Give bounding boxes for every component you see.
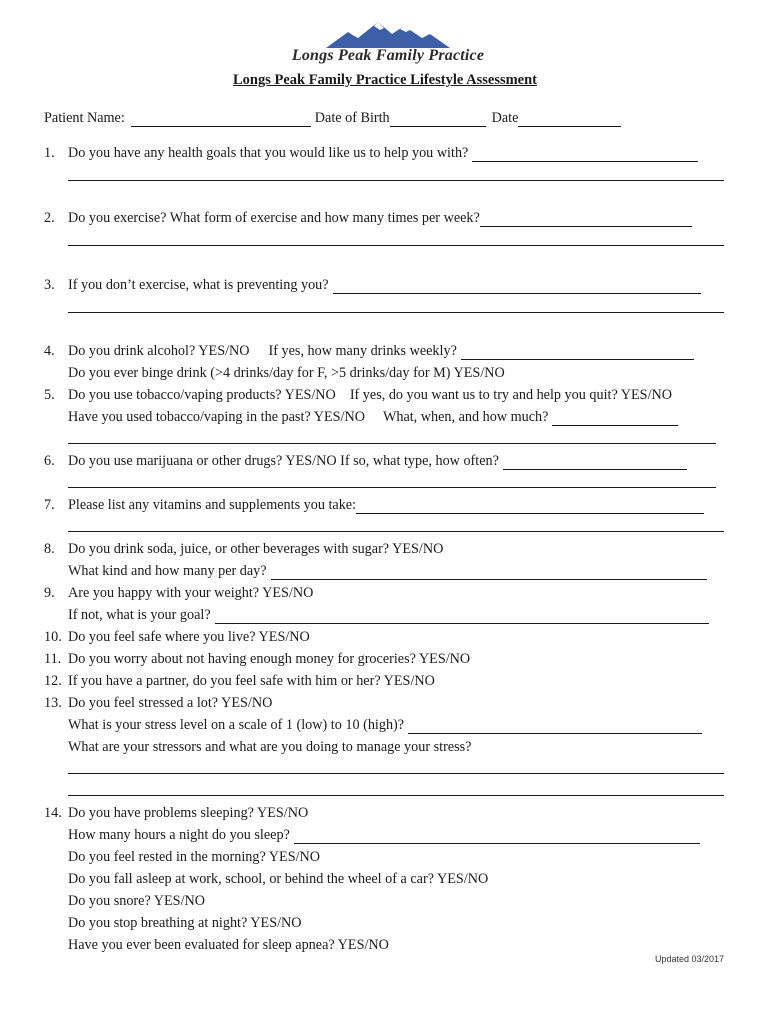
question-text: Please list any vitamins and supplements you take: (68, 497, 357, 513)
question-10 (44, 628, 310, 646)
question-12 (44, 672, 435, 690)
patient-info-row (44, 109, 621, 127)
question-number: 2. (44, 210, 55, 226)
question-text: Do you drink alcohol? YES/NO (68, 343, 250, 359)
answer-line[interactable] (68, 531, 724, 532)
mountain-logo-icon (326, 20, 450, 48)
question-14-sub6 (68, 936, 389, 954)
question-11 (44, 650, 470, 668)
question-text: Do you drink soda, juice, or other beverages with sugar? YES/NO (68, 541, 444, 557)
answer-line[interactable] (68, 180, 724, 181)
question-14 (44, 804, 308, 822)
answer-line[interactable] (68, 773, 724, 774)
question-5-sub (68, 408, 678, 426)
question-text: Do you feel stressed a lot? YES/NO (68, 695, 273, 711)
answer-line[interactable] (68, 245, 724, 246)
question-number: 8. (44, 541, 55, 557)
question-text: Have you used tobacco/vaping in the past? YES/NO (68, 409, 365, 425)
answer-field[interactable] (503, 455, 687, 470)
question-13 (44, 694, 272, 712)
question-text: What is your stress level on a scale of 1 (low) to 10 (high)? (68, 717, 405, 733)
question-text-b: What, when, and how much? (382, 409, 549, 425)
answer-line[interactable] (68, 443, 716, 444)
answer-line[interactable] (68, 795, 724, 796)
question-text-b: If yes, how many drinks weekly? (268, 343, 457, 359)
question-2 (44, 209, 692, 227)
form-title: Longs Peak Family Practice Lifestyle Assessment (232, 72, 538, 88)
question-14-sub2 (68, 848, 320, 866)
question-4-sub (68, 364, 505, 382)
patient-name-label: Patient Name: (44, 110, 125, 126)
question-text: Do you feel safe where you live? YES/NO (68, 629, 310, 645)
question-5 (44, 386, 672, 404)
question-14-sub3 (68, 870, 488, 888)
question-text: What kind and how many per day? (68, 563, 267, 579)
logo-text: Longs Peak Family Practice (291, 47, 485, 64)
question-text: Do you use tobacco/vaping products? YES/NO (68, 387, 336, 403)
question-4 (44, 342, 694, 360)
question-6 (44, 452, 687, 470)
question-number: 9. (44, 585, 55, 601)
question-number: 12. (44, 673, 62, 689)
question-1 (44, 144, 698, 162)
question-number: 4. (44, 343, 55, 359)
question-9 (44, 584, 313, 602)
question-text: If you have a partner, do you feel safe with him or her? YES/NO (68, 673, 435, 689)
question-text: Do you worry about not having enough money for groceries? YES/NO (68, 651, 471, 667)
answer-line[interactable] (68, 487, 716, 488)
question-number: 1. (44, 145, 55, 161)
question-8-sub (68, 562, 707, 580)
date-field[interactable] (518, 112, 621, 127)
question-number: 14. (44, 805, 62, 821)
patient-name-field[interactable] (131, 112, 311, 127)
question-number: 3. (44, 277, 55, 293)
question-7 (44, 496, 704, 514)
answer-field[interactable] (271, 565, 707, 580)
question-text: Have you ever been evaluated for sleep apnea? YES/NO (68, 937, 389, 953)
answer-field[interactable] (461, 345, 694, 360)
question-14-sub4 (68, 892, 205, 910)
question-text: Do you snore? YES/NO (68, 893, 205, 909)
question-3 (44, 276, 701, 294)
question-text: Do you have problems sleeping? YES/NO (68, 805, 309, 821)
answer-field[interactable] (552, 411, 678, 426)
question-text: What are your stressors and what are you doing to manage your stress? (68, 739, 472, 755)
question-13-sub2 (68, 738, 471, 756)
question-14-sub5 (68, 914, 302, 932)
question-text: If you don’t exercise, what is preventing you? (68, 277, 329, 293)
question-number: 11. (44, 651, 62, 667)
question-text-b: If yes, do you want us to try and help you quit? YES/NO (349, 387, 673, 403)
answer-field[interactable] (356, 499, 704, 514)
question-text: Do you have any health goals that you would like us to help you with? (68, 145, 469, 161)
answer-field[interactable] (480, 212, 692, 227)
question-13-sub1 (68, 716, 702, 734)
answer-field[interactable] (215, 609, 709, 624)
question-text: Do you ever binge drink (>4 drinks/day for F, >5 drinks/day for M) YES/NO (68, 365, 505, 381)
question-text: Are you happy with your weight? YES/NO (68, 585, 314, 601)
date-label: Date (491, 110, 519, 126)
question-14-sub1 (68, 826, 700, 844)
question-number: 6. (44, 453, 55, 469)
answer-field[interactable] (294, 829, 700, 844)
question-text: If not, what is your goal? (68, 607, 211, 623)
question-text: How many hours a night do you sleep? (68, 827, 290, 843)
practice-logo (288, 20, 488, 70)
updated-note: Updated 03/2017 (654, 954, 724, 964)
question-number: 7. (44, 497, 55, 513)
question-text: Do you stop breathing at night? YES/NO (68, 915, 302, 931)
dob-field[interactable] (390, 112, 486, 127)
question-text: Do you fall asleep at work, school, or behind the wheel of a car? YES/NO (68, 871, 489, 887)
answer-line[interactable] (68, 312, 724, 313)
question-number: 13. (44, 695, 62, 711)
question-number: 5. (44, 387, 55, 403)
question-text: Do you feel rested in the morning? YES/NO (68, 849, 321, 865)
question-9-sub (68, 606, 709, 624)
question-number: 10. (44, 629, 62, 645)
question-text: Do you exercise? What form of exercise and how many times per week? (68, 210, 480, 226)
dob-label: Date of Birth (314, 110, 390, 126)
answer-field[interactable] (472, 147, 698, 162)
answer-field[interactable] (408, 719, 702, 734)
question-8 (44, 540, 443, 558)
answer-field[interactable] (333, 279, 701, 294)
question-text: Do you use marijuana or other drugs? YES/NO If so, what type, how often? (68, 453, 499, 469)
